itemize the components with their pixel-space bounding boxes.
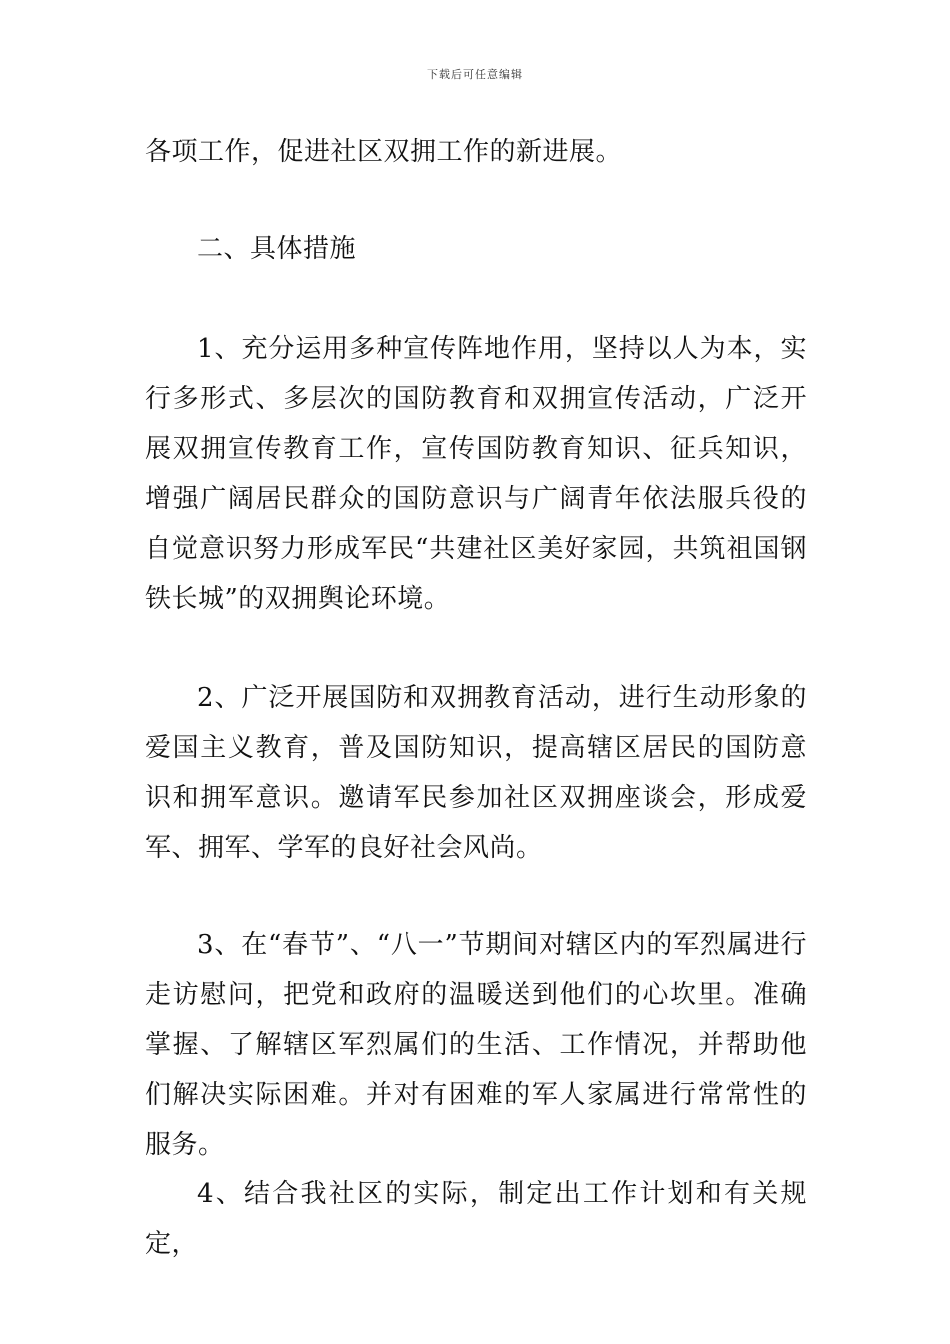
paragraph-measure-1: 1、充分运用多种宣传阵地作用，坚持以人为本，实行多形式、多层次的国防教育和双拥宣传活动，广泛开展双拥宣传教育工作，宣传国防教育知识、征兵知识，增强广阔居民群众的国防意识与广阔青年依法服兵役的自觉意识努力形成军民“共建社区美好家园，共筑祖国钢铁长城”的双拥舆论环境。	[145, 334, 807, 614]
section-heading: 二、具体措施	[197, 234, 357, 264]
header-note: 下载后可任意编辑	[427, 68, 523, 81]
paragraph-measure-2: 2、广泛开展国防和双拥教育活动，进行生动形象的爱国主义教育，普及国防知识，提高辖区居民的国防意识和拥军意识。邀请军民参加社区双拥座谈会，形成爱军、拥军、学军的良好社会风尚。	[145, 683, 807, 863]
paragraph-measure-3: 3、在“春节”、“八一”节期间对辖区内的军烈属进行走访慰问，把党和政府的温暖送到他们的心坎里。准确掌握、了解辖区军烈属们的生活、工作情况，并帮助他们解决实际困难。并对有困难的军人家属进行常常性的服务。	[145, 930, 807, 1160]
document-body	[145, 1169, 807, 1269]
document-body	[145, 920, 807, 1170]
document-body	[145, 673, 807, 873]
document-body	[145, 127, 807, 177]
paragraph-continuation: 各项工作，促进社区双拥工作的新进展。	[145, 137, 623, 167]
document-body	[145, 224, 807, 274]
paragraph-measure-4: 4、结合我社区的实际，制定出工作计划和有关规定，	[145, 1179, 807, 1259]
document-body	[145, 324, 807, 624]
